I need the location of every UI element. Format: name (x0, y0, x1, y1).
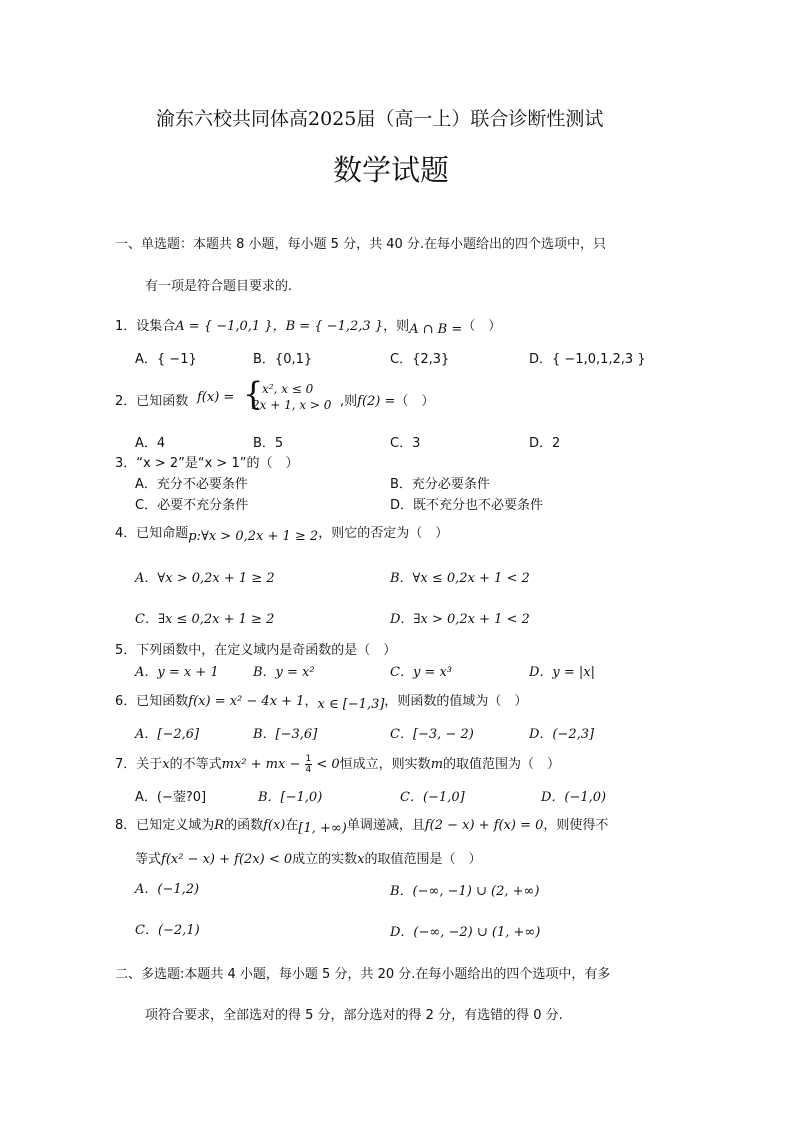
question-8-stem-line-1: 8．已知定义域为R的函数f(x)在[1, +∞)单调递减，且f(2 − x) + f(x) = 0，则使得不 (115, 818, 609, 836)
question-4-option-b: B．∀x ≤ 0,2x + 1 < 2 (390, 571, 530, 586)
page-subtitle: 数学试题 (333, 153, 450, 187)
section1-heading: 一、单选题：本题共 8 小题，每小题 5 分，共 40 分.在每小题给出的四个选项中，只 (115, 237, 607, 252)
question-1-option-d: D．{ −1,0,1,2,3 } (529, 352, 646, 367)
question-2-stem-prefix: 2．已知函数 (115, 394, 189, 409)
question-1-option-a: A．{ −1} (135, 352, 197, 367)
question-7-option-b: B．[−1,0) (258, 790, 323, 805)
question-4-option-a: A．∀x > 0,2x + 1 ≥ 2 (135, 571, 275, 586)
question-3-option-c: C．必要不充分条件 (135, 498, 249, 513)
section1-heading-cont: 有一项是符合题目要求的. (145, 279, 293, 294)
question-6-stem: 6．已知函数f(x) = x² − 4x + 1，x ∈ [−1,3]，则函数的值域为（ ） (115, 694, 528, 712)
question-3-stem: 3．“x > 2”是“x > 1”的（ ） (115, 456, 299, 471)
question-5-stem: 5．下列函数中，在定义域内是奇函数的是（ ） (115, 643, 397, 658)
question-2-function: f(x) = (197, 390, 235, 405)
question-3-option-d: D．既不充分也不必要条件 (390, 498, 544, 513)
question-8-option-a: A．(−1,2) (135, 882, 200, 897)
question-1-stem: 1．设集合A = { −1,0,1 }，B = { −1,2,3 }，则A ∩ B =（ ） (115, 319, 502, 337)
question-4-stem: 4．已知命题p:∀x > 0,2x + 1 ≥ 2，则它的否定为（ ） (115, 526, 449, 544)
section2-heading-cont: 项符合要求，全部选对的得 5 分，部分选对的得 2 分，有选错的得 0 分. (145, 1008, 563, 1023)
question-7-option-a: A．(−蓥?0] (135, 790, 207, 805)
question-2-option-d: D．2 (529, 436, 561, 451)
page-title: 渝东六校共同体高2025届（高一上）联合诊断性测试 (156, 108, 604, 130)
question-7-option-c: C．(−1,0] (400, 790, 465, 805)
question-6-option-c: C．[−3, − 2) (390, 727, 474, 742)
question-2-option-b: B．5 (253, 436, 284, 451)
question-5-option-d: D．y = |x| (529, 665, 596, 680)
question-3-option-a: A．充分不必要条件 (135, 477, 248, 492)
question-2-case-2: 2x + 1, x > 0 (252, 398, 332, 412)
question-5-option-c: C．y = x³ (390, 665, 452, 680)
question-4-option-d: D．∃x > 0,2x + 1 < 2 (390, 612, 530, 627)
question-8-option-d: D．(−∞, −2) ∪ (1, +∞) (390, 925, 541, 940)
question-2-case-1: x², x ≤ 0 (262, 382, 314, 396)
question-1-option-c: C．{2,3} (390, 352, 450, 367)
question-6-option-b: B．[−3,6] (253, 727, 318, 742)
question-7-option-d: D．(−1,0) (541, 790, 607, 805)
question-8-option-c: C．(−2,1) (135, 923, 200, 938)
question-3-option-b: B．充分必要条件 (390, 477, 490, 492)
question-8-option-b: B．(−∞, −1) ∪ (2, +∞) (390, 884, 540, 899)
question-5-option-a: A．y = x + 1 (135, 665, 219, 680)
fraction-one-quarter: $\frac{1}{4}$ (305, 754, 312, 775)
question-4-option-c: C．∃x ≤ 0,2x + 1 ≥ 2 (135, 612, 275, 627)
question-2-option-a: A．4 (135, 436, 166, 451)
question-2-stem-suffix: ,则f(2) =（ ） (340, 394, 435, 409)
question-6-option-d: D．(−2,3] (529, 727, 595, 742)
piecewise-brace: { (243, 375, 264, 413)
question-2-option-c: C．3 (390, 436, 421, 451)
question-5-option-b: B．y = x² (253, 665, 315, 680)
question-7-stem: 7．关于x的不等式mx² + mx − $\frac{1}{4}$ < 0恒成立，则实数m的取值范围为（ ） (115, 754, 561, 775)
question-8-stem-line-2: 等式f(x² − x) + f(2x) < 0成立的实数x的取值范围是（ ） (135, 852, 482, 867)
question-6-option-a: A．[−2,6] (135, 727, 200, 742)
section2-heading: 二、多选题:本题共 4 小题，每小题 5 分，共 20 分.在每小题给出的四个选项中，有多 (115, 967, 611, 982)
question-1-option-b: B．{0,1} (253, 352, 313, 367)
